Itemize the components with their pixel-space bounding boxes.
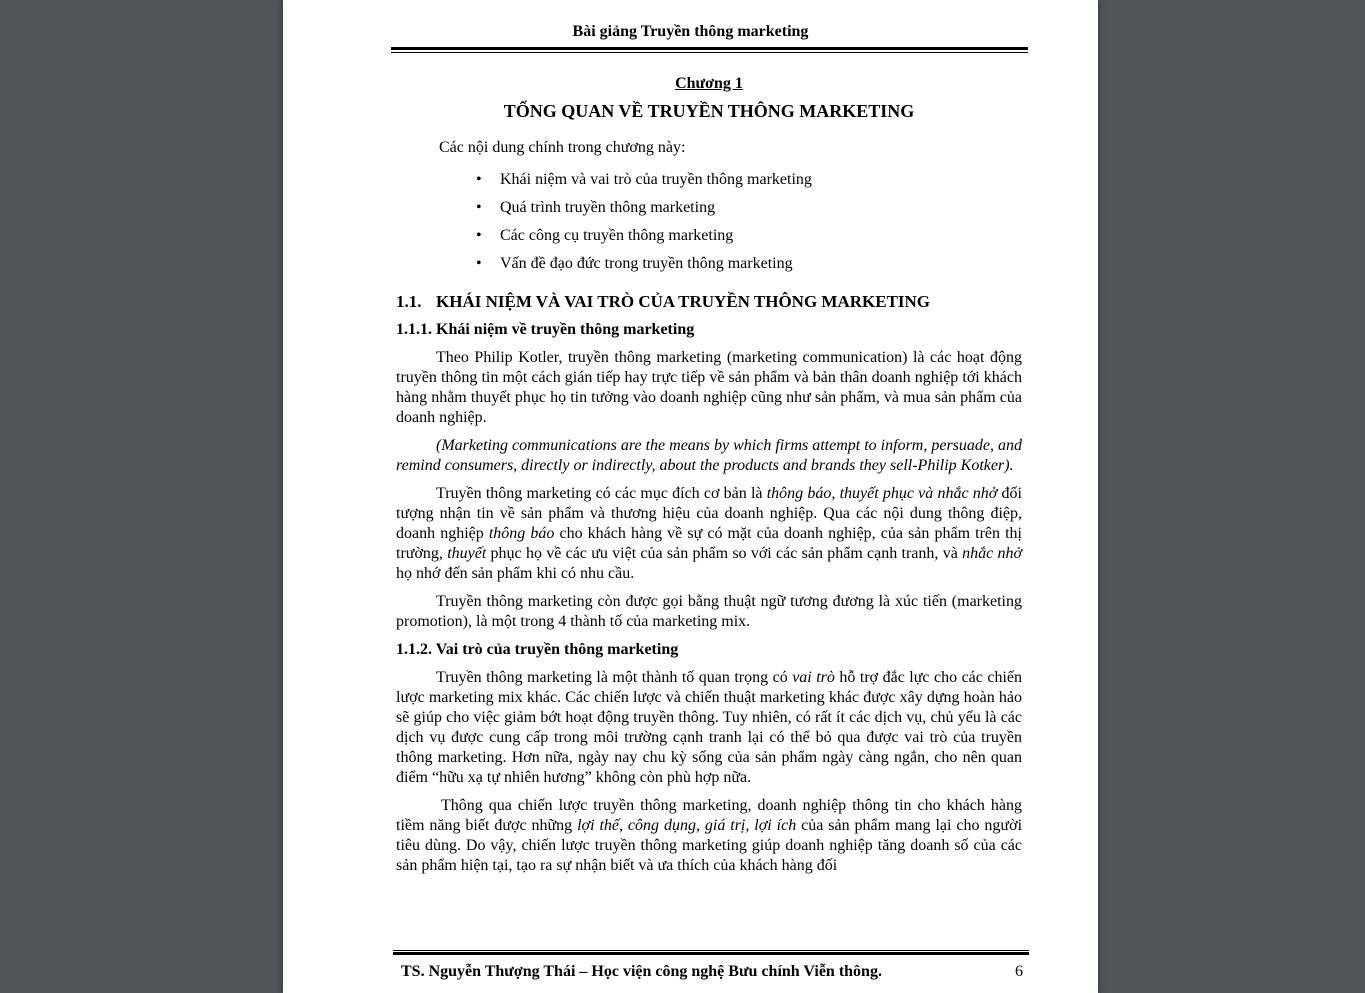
text-run-italic: thông báo — [488, 525, 555, 542]
paragraph-purposes — [396, 484, 1022, 584]
text-run: cho khách hàng về sự có mặt của doanh nghiệp, của sản phẩm trên thị trường, — [396, 525, 1022, 562]
list-item: • Quá trình truyền thông marketing — [500, 198, 1022, 218]
page-content — [396, 74, 1022, 876]
list-item: • Vấn đề đạo đức trong truyền thông marketing — [500, 254, 1022, 274]
paragraph-definition: Theo Philip Kotler, truyền thông marketing (marketing communication) là các hoạt động truyền thông tin một cách gián tiếp hay trực tiếp về sản phẩm và bản thân doanh nghiệp tới khách hàng nhằm thuyết phục họ tin tưởng vào doanh nghiệp cũng như sản phẩm, và mua sản phẩm của doanh nghiệp. — [396, 349, 1022, 426]
footer-rule-thick — [393, 952, 1029, 955]
document-page — [283, 0, 1098, 993]
section-heading-1-1-1: 1.1.1. Khái niệm về truyền thông marketing — [396, 321, 695, 338]
text-run: hỗ trợ đắc lực cho các chiến lược marketing mix khác. Các chiến lược và chiến thuật marketing khác được xây dựng hoàn hảo sẽ giúp cho việc giảm bớt hoạt động truyền thông. Tuy nhiên, có rất ít các dịch vụ, chủ yếu là các dịch vụ được cung cấp trong môi trường cạnh tranh lại có thể bỏ qua được vai trò của truyền thông marketing. Hơn nữa, ngày nay chu kỳ sống của sản phẩm ngày càng ngắn, cho nên quan điểm “hữu xạ tự nhiên hương” không còn phù hợp nữa. — [396, 669, 1023, 786]
text-run: Truyền thông marketing có các mục đích cơ bản là — [436, 485, 767, 502]
text-run-italic: lợi thế, công dụng, giá trị, lợi ích — [577, 817, 797, 834]
text-run: Truyền thông marketing là một thành tố quan trọng có — [436, 669, 793, 686]
list-item: • Các công cụ truyền thông marketing — [500, 226, 1022, 246]
paragraph-promotion: Truyền thông marketing còn được gọi bằng thuật ngữ tương đương là xúc tiến (marketing promotion), là một trong 4 thành tố của marketing mix. — [396, 593, 1022, 630]
page-footer-author: TS. Nguyễn Thượng Thái – Học viện công nghệ Bưu chính Viễn thông. — [401, 963, 882, 980]
paragraph-strategy — [396, 796, 1022, 876]
text-run-italic: thông báo, thuyết phục và nhắc nhở — [766, 485, 998, 502]
paragraph-role — [396, 668, 1022, 788]
list-item: • Khái niệm và vai trò của truyền thông marketing — [500, 170, 1022, 190]
text-run: của sản phẩm mang lại cho người tiêu dùng. Do vậy, chiến lược truyền thông marketing giúp doanh nghiệp tăng doanh số của các sản phẩm hiện tại, tạo ra sự nhận biết và ưa thích của khách hàng đối — [396, 817, 1023, 874]
text-run: đối tượng nhận tin về sản phẩm và thương hiệu của doanh nghiệp. Qua các nội dung thông điệp, doanh nghiệp — [396, 485, 1022, 542]
chapter-contents-list — [396, 170, 1022, 274]
footer-rule-thin — [393, 950, 1029, 951]
section-title: KHÁI NIỆM VÀ VAI TRÒ CỦA TRUYỀN THÔNG MARKETING — [436, 292, 931, 311]
paragraph-english-quote: (Marketing communications are the means by which firms attempt to inform, persuade, and remind consumers, directly or indirectly, about the products and brands they sell-Philip Kotker). — [396, 437, 1022, 474]
chapter-intro: Các nội dung chính trong chương này: — [439, 139, 686, 156]
text-run-italic: vai trò — [792, 669, 835, 686]
section-number: 1.1. — [396, 292, 422, 311]
text-run: phục họ về các ưu việt của sản phẩm so với các sản phẩm cạnh tranh, và — [486, 545, 963, 562]
header-rule-thick — [391, 47, 1028, 50]
header-rule-thin — [391, 52, 1028, 53]
section-heading-1-1 — [396, 292, 1022, 312]
chapter-label: Chương 1 — [675, 75, 743, 92]
section-heading-1-1-2: 1.1.2. Vai trò của truyền thông marketing — [396, 641, 679, 658]
text-run-italic: thuyết — [447, 545, 487, 562]
page-number: 6 — [1015, 963, 1023, 980]
chapter-title: TỔNG QUAN VỀ TRUYỀN THÔNG MARKETING — [503, 101, 915, 121]
text-run: Thông qua chiến lược truyền thông marketing, doanh nghiệp thông tin cho khách hàng tiềm năng biết được những — [396, 797, 1022, 834]
text-run: họ nhớ đến sản phẩm khi có nhu cầu. — [396, 565, 635, 582]
text-run-italic: nhắc nhở — [962, 545, 1022, 562]
page-header-title: Bài giảng Truyền thông marketing — [572, 23, 809, 40]
